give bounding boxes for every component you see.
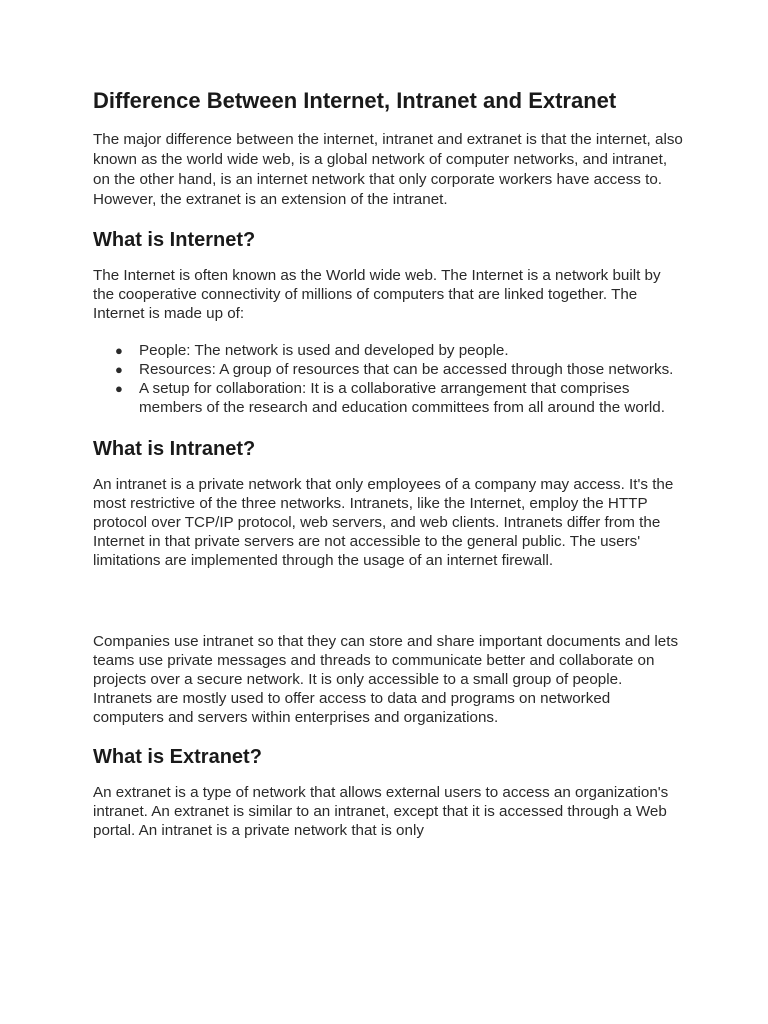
bullet-icon: ● xyxy=(115,362,123,377)
document-title: Difference Between Internet, Intranet and Extranet xyxy=(93,88,617,113)
internet-paragraph: The Internet is often known as the World wide web. The Internet is a network built by the cooperative connectivity of millions of computers that are linked together. The Internet is made up of: xyxy=(93,267,661,322)
section-heading-internet: What is Internet? xyxy=(93,229,256,251)
list-item-text: Resources: A group of resources that can be accessed through those networks. xyxy=(139,361,674,378)
paragraph-gap xyxy=(93,588,683,632)
list-item-text: A setup for collaboration: It is a collaborative arrangement that comprises members of the research and education committees from all around the world. xyxy=(139,380,665,416)
intranet-paragraph: An intranet is a private network that only employees of a company may access. It's the most restrictive of the three networks. Intranets, like the Internet, employ the HTTP protocol over TCP/IP protocol, web servers, and web clients. Intranets differ from the Internet in that private servers are not accessible to the general public. The users' limitations are implemented through the usage of an internet firewall. xyxy=(93,476,674,569)
list-item xyxy=(115,379,683,417)
list-item xyxy=(115,360,683,379)
list-item-text: People: The network is used and developed by people. xyxy=(139,342,509,359)
extranet-paragraph: An extranet is a type of network that allows external users to access an organization's intranet. An extranet is similar to an intranet, except that it is accessed through a Web portal. An intranet is a private network that is only xyxy=(93,784,669,839)
bullet-icon: ● xyxy=(115,381,123,396)
list-item xyxy=(115,341,683,360)
section-heading-extranet: What is Extranet? xyxy=(93,746,262,768)
section-heading-intranet: What is Intranet? xyxy=(93,438,256,460)
intranet-paragraph-2: Companies use intranet so that they can store and share important documents and lets teams use private messages and threads to communicate better and collaborate on projects over a secure network. It is only accessible to a small group of people. Intranets are mostly used to offer access to data and programs on networked computers and servers within enterprises and organizations. xyxy=(93,633,679,726)
bullet-icon: ● xyxy=(115,343,123,358)
internet-list xyxy=(93,341,683,417)
document-page xyxy=(93,88,683,858)
intro-paragraph: The major difference between the internet, intranet and extranet is that the internet, also known as the world wide web, is a global network of computer networks, and intranet, on the other hand, is an internet network that only corporate workers have access to. However, the extranet is an extension of the intranet. xyxy=(93,131,683,208)
